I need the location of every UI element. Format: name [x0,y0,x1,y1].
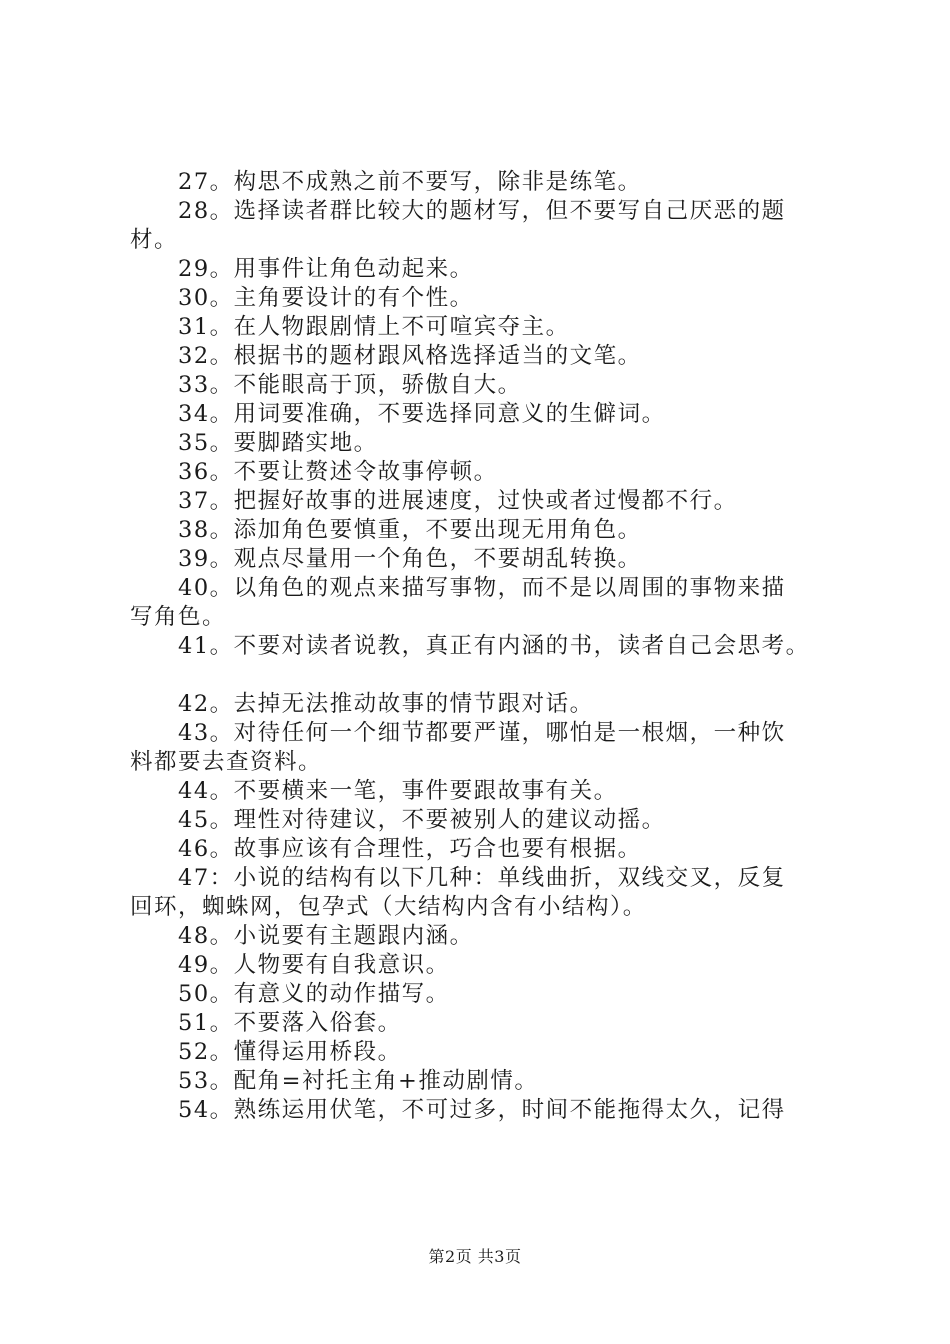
paragraph-line: 39。观点尽量用一个角色，不要胡乱转换。 [178,546,642,572]
paragraph-line: 37。把握好故事的进展速度，过快或者过慢都不行。 [178,488,738,514]
paragraph-line: 43。对待任何一个细节都要严谨，哪怕是一根烟，一种饮 [178,720,786,746]
paragraph-line: 28。选择读者群比较大的题材写，但不要写自己厌恶的题 [178,198,786,224]
paragraph-line: 44。不要横来一笔，事件要跟故事有关。 [178,778,618,804]
paragraph-line: 46。故事应该有合理性，巧合也要有根据。 [178,836,642,862]
paragraph-line: 42。去掉无法推动故事的情节跟对话。 [178,691,594,717]
paragraph-line: 29。用事件让角色动起来。 [178,256,474,282]
paragraph-line: 27。构思不成熟之前不要写，除非是练笔。 [178,169,642,195]
paragraph-line: 35。要脚踏实地。 [178,430,378,456]
paragraph-line: 31。在人物跟剧情上不可喧宾夺主。 [178,314,570,340]
paragraph-line: 53。配角=衬托主角+推动剧情。 [178,1068,539,1094]
paragraph-line: 51。不要落入俗套。 [178,1010,402,1036]
paragraph-line: 52。懂得运用桥段。 [178,1039,402,1065]
page-footer [0,1244,950,1267]
paragraph-line: 38。添加角色要慎重，不要出现无用角色。 [178,517,642,543]
document-body [130,168,850,1125]
paragraph-line: 40。以角色的观点来描写事物，而不是以周围的事物来描 [178,575,786,601]
paragraph-line: 36。不要让赘述令故事停顿。 [178,459,498,485]
paragraph-line: 48。小说要有主题跟内涵。 [178,923,474,949]
blank-line [130,661,850,690]
paragraph-line: 49。人物要有自我意识。 [178,952,450,978]
paragraph-line: 33。不能眼高于顶，骄傲自大。 [178,372,522,398]
paragraph-line-continuation: 材。 [130,227,179,253]
paragraph-line-continuation: 写角色。 [130,604,227,630]
paragraph-line-continuation: 料都要去查资料。 [130,749,323,775]
paragraph-line-continuation: 回环，蜘蛛网，包孕式（大结构内含有小结构）。 [130,894,647,920]
paragraph-line: 32。根据书的题材跟风格选择适当的文笔。 [178,343,642,369]
paragraph-line: 54。熟练运用伏笔，不可过多，时间不能拖得太久，记得 [178,1097,786,1123]
paragraph-line: 30。主角要设计的有个性。 [178,285,474,311]
paragraph-line: 34。用词要准确，不要选择同意义的生僻词。 [178,401,666,427]
page-number-label: 第2页 共3页 [428,1247,522,1266]
paragraph-line: 41。不要对读者说教，真正有内涵的书，读者自己会思考。 [178,633,810,659]
paragraph-line: 45。理性对待建议，不要被别人的建议动摇。 [178,807,666,833]
paragraph-line: 47：小说的结构有以下几种：单线曲折，双线交叉，反复 [178,865,786,891]
paragraph-line: 50。有意义的动作描写。 [178,981,450,1007]
